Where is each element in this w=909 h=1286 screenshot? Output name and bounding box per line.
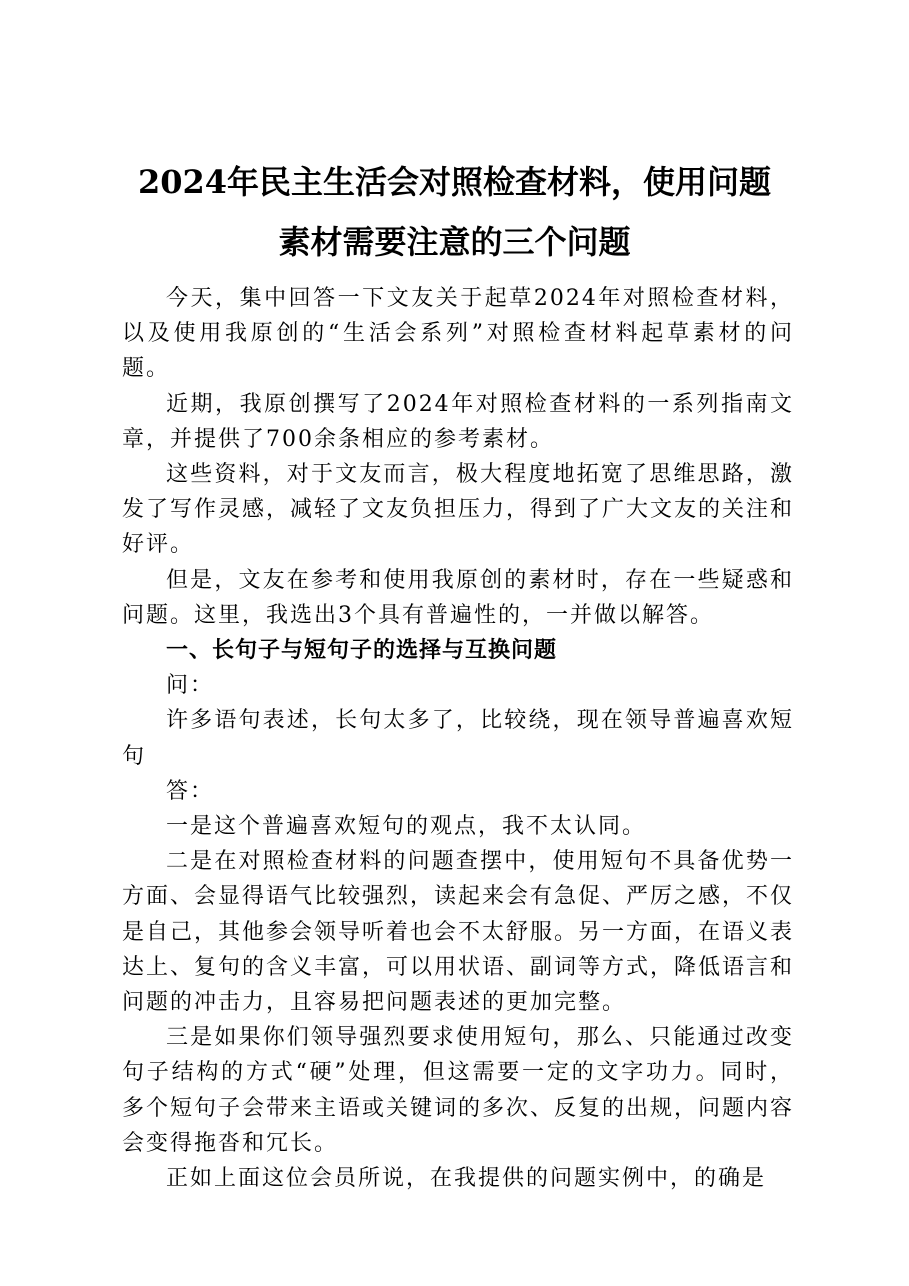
document-body [122, 281, 794, 1196]
title-line-2: 素材需要注意的三个问题 [278, 223, 631, 261]
answer-point-1: 一是这个普遍喜欢短句的观点，我不太认同。 [166, 814, 647, 840]
answer-label: 答： [166, 778, 215, 804]
paragraph-recent-work: 近期，我原创撰写了2024年对照检查材料的一系列指南文章，并提供了700余条相应的参考素材。 [122, 391, 794, 452]
document-title [110, 152, 799, 272]
paragraph-intro: 今天，集中回答一下文友关于起草2024年对照检查材料，以及使用我原创的“生活会系列”对照检查材料起草素材的问题。 [122, 286, 794, 382]
section-heading-1: 一、长句子与短句子的选择与互换问题 [166, 638, 558, 664]
question-text: 许多语句表述，长句太多了，比较绕，现在领导普遍喜欢短句 [122, 708, 794, 769]
paragraph-questions: 但是，文友在参考和使用我原创的素材时，存在一些疑惑和问题。这里，我选出3个具有普遍性的，一并做以解答。 [122, 567, 794, 628]
answer-point-2: 二是在对照检查材料的问题查摆中，使用短句不具备优势一方面、会显得语气比较强烈，读起来会有急促、严厉之感，不仅是自己，其他参会领导听着也会不太舒服。另一方面，在语义表达上、复句的含义丰富，可以用状语、副词等方式，降低语言和问题的冲击力，且容易把问题表述的更加完整。 [122, 849, 795, 1016]
title-line-1: 2024年民主生活会对照检查材料，使用问题 [137, 163, 772, 201]
answer-point-3: 三是如果你们领导强烈要求使用短句，那么、只能通过改变句子结构的方式“硬”处理，但这需要一定的文字功力。同时，多个短句子会带来主语或关键词的多次、反复的出规，问题内容会变得拖沓和冗长。 [122, 1025, 795, 1156]
paragraph-continuation: 正如上面这位会员所说，在我提供的问题实例中，的确是 [166, 1166, 767, 1192]
question-label: 问： [166, 673, 215, 699]
paragraph-reception: 这些资料，对于文友而言，极大程度地拓宽了思维思路，激发了写作灵感，减轻了文友负担压力，得到了广大文友的关注和好评。 [122, 462, 795, 558]
